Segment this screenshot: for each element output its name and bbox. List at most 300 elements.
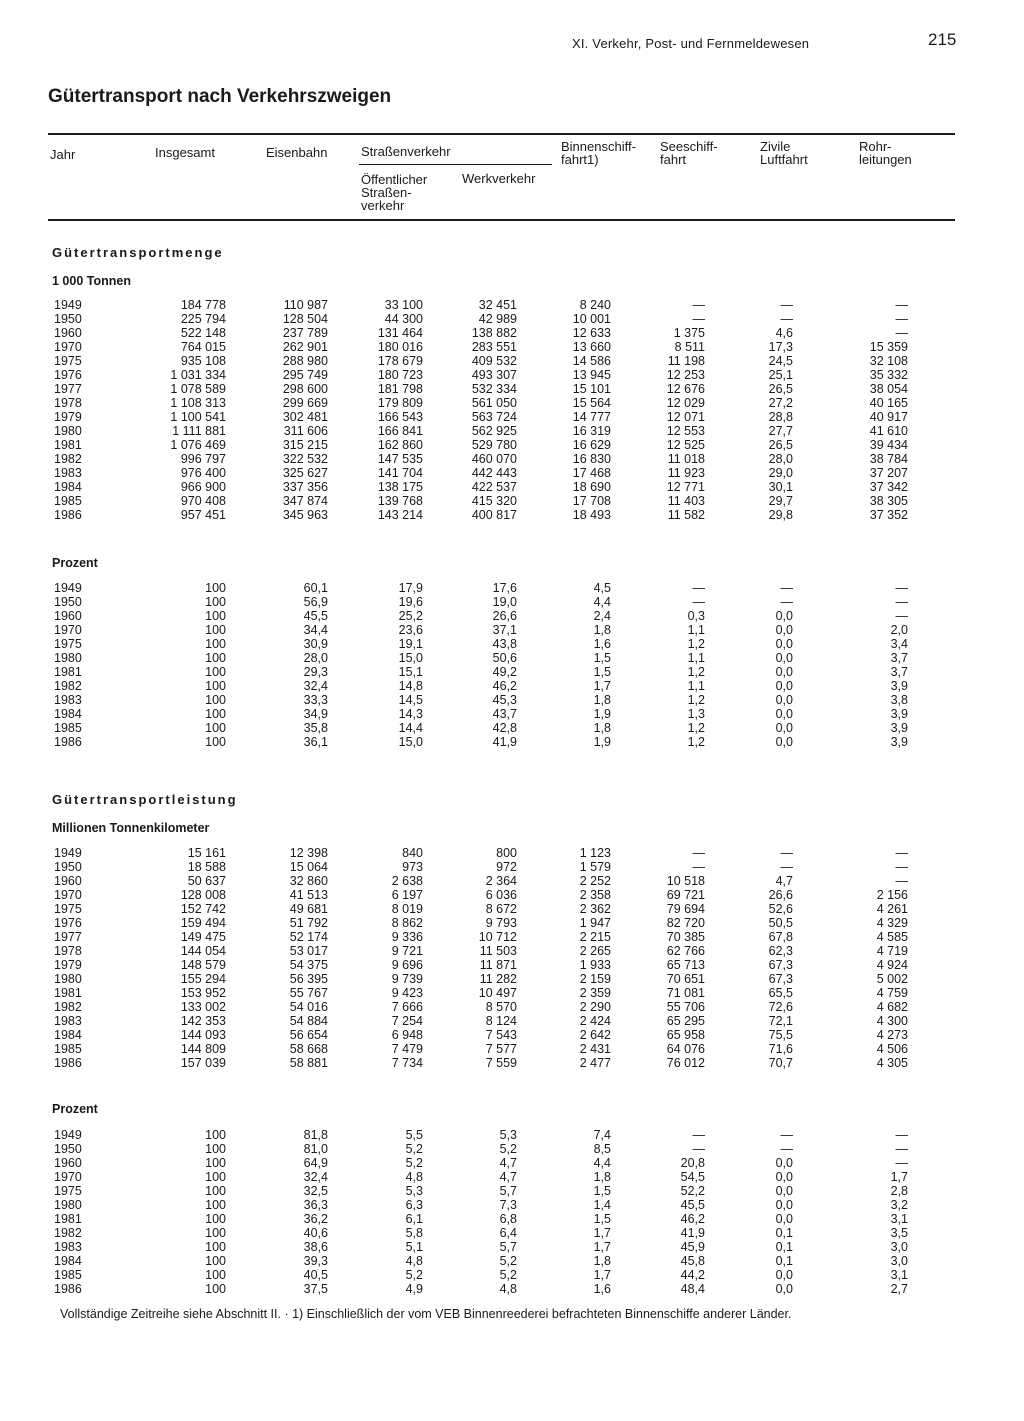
- value-cell: 58 668: [289, 1042, 328, 1056]
- value-cell: 71 081: [666, 986, 705, 1000]
- value-cell: 100: [205, 595, 226, 609]
- value-cell: 1,5: [593, 651, 611, 665]
- value-cell: 49 681: [289, 902, 328, 916]
- value-cell: 45,5: [303, 609, 328, 623]
- value-cell: 1,7: [593, 1240, 611, 1254]
- value-cell: 3,1: [890, 1212, 908, 1226]
- value-cell: —: [692, 860, 705, 874]
- value-cell: 1,4: [593, 1198, 611, 1212]
- year-cell: 1975: [54, 354, 82, 368]
- value-cell: 100: [205, 637, 226, 651]
- value-cell: 2 431: [579, 1042, 611, 1056]
- value-cell: 54 375: [289, 958, 328, 972]
- value-cell: 12 071: [666, 410, 705, 424]
- value-cell: 7 254: [391, 1014, 423, 1028]
- value-cell: 0,1: [775, 1240, 793, 1254]
- value-cell: 3,7: [890, 665, 908, 679]
- value-cell: 15 064: [289, 860, 328, 874]
- value-cell: 148 579: [180, 958, 226, 972]
- year-cell: 1986: [54, 1056, 82, 1070]
- value-cell: 100: [205, 1170, 226, 1184]
- value-cell: 100: [205, 651, 226, 665]
- table-row: [48, 368, 908, 382]
- value-cell: 347 874: [282, 494, 328, 508]
- value-cell: 0,0: [775, 651, 793, 665]
- value-cell: 415 320: [471, 494, 517, 508]
- value-cell: 72,1: [768, 1014, 793, 1028]
- value-cell: 16 629: [572, 438, 611, 452]
- value-cell: 337 356: [282, 480, 328, 494]
- table-row: [48, 1226, 908, 1240]
- value-cell: 81,8: [303, 1128, 328, 1142]
- value-cell: —: [692, 298, 705, 312]
- value-cell: 9 423: [391, 986, 423, 1000]
- value-cell: 0,0: [775, 1170, 793, 1184]
- table-row: [48, 1212, 908, 1226]
- value-cell: 50 637: [187, 874, 226, 888]
- value-cell: 0,0: [775, 1212, 793, 1226]
- value-cell: 45,9: [680, 1240, 705, 1254]
- value-cell: —: [692, 581, 705, 595]
- year-cell: 1970: [54, 1170, 82, 1184]
- value-cell: 5,2: [405, 1142, 423, 1156]
- value-cell: 33,3: [303, 693, 328, 707]
- value-cell: 27,2: [768, 396, 793, 410]
- value-cell: —: [780, 312, 793, 326]
- year-cell: 1982: [54, 452, 82, 466]
- table-row: [48, 707, 908, 721]
- value-cell: 935 108: [180, 354, 226, 368]
- year-cell: 1980: [54, 1198, 82, 1212]
- value-cell: 18 588: [187, 860, 226, 874]
- table-row: [48, 1028, 908, 1042]
- value-cell: 41,9: [492, 735, 517, 749]
- table-row: [48, 508, 908, 522]
- value-cell: 1,6: [593, 1282, 611, 1296]
- table-row: [48, 424, 908, 438]
- value-cell: 966 900: [180, 480, 226, 494]
- value-cell: 6,3: [405, 1198, 423, 1212]
- value-cell: —: [780, 298, 793, 312]
- value-cell: 100: [205, 1226, 226, 1240]
- year-cell: 1984: [54, 707, 82, 721]
- table-row: [48, 930, 908, 944]
- value-cell: 8 570: [485, 1000, 517, 1014]
- value-cell: 54 016: [289, 1000, 328, 1014]
- value-cell: 100: [205, 693, 226, 707]
- year-cell: 1984: [54, 1028, 82, 1042]
- value-cell: —: [692, 1142, 705, 1156]
- year-cell: 1978: [54, 944, 82, 958]
- year-cell: 1960: [54, 1156, 82, 1170]
- value-cell: 184 778: [180, 298, 226, 312]
- value-cell: 36,1: [303, 735, 328, 749]
- value-cell: 7 479: [391, 1042, 423, 1056]
- table-row: [48, 916, 908, 930]
- value-cell: 1 031 334: [170, 368, 226, 382]
- value-cell: 54,5: [680, 1170, 705, 1184]
- year-cell: 1985: [54, 494, 82, 508]
- table-row: [48, 1014, 908, 1028]
- value-cell: 30,9: [303, 637, 328, 651]
- value-cell: 33 100: [384, 298, 423, 312]
- table-row: [48, 665, 908, 679]
- table-row: [48, 679, 908, 693]
- value-cell: —: [780, 860, 793, 874]
- value-cell: 55 706: [666, 1000, 705, 1014]
- value-cell: 288 980: [282, 354, 328, 368]
- value-cell: —: [895, 595, 908, 609]
- value-cell: 100: [205, 1128, 226, 1142]
- table-row: [48, 1198, 908, 1212]
- value-cell: 58 881: [289, 1056, 328, 1070]
- value-cell: 141 704: [377, 466, 423, 480]
- value-cell: 180 016: [377, 340, 423, 354]
- value-cell: 7 666: [391, 1000, 423, 1014]
- value-cell: 8 240: [579, 298, 611, 312]
- value-cell: 32,4: [303, 1170, 328, 1184]
- value-cell: 100: [205, 679, 226, 693]
- value-cell: 1 111 881: [172, 424, 226, 438]
- value-cell: 70,7: [768, 1056, 793, 1070]
- value-cell: 0,0: [775, 1282, 793, 1296]
- value-cell: 15 359: [869, 340, 908, 354]
- value-cell: 28,8: [768, 410, 793, 424]
- value-cell: 4 506: [876, 1042, 908, 1056]
- value-cell: 56 395: [289, 972, 328, 986]
- table-row: [48, 1240, 908, 1254]
- value-cell: 561 050: [471, 396, 517, 410]
- value-cell: 29,3: [303, 665, 328, 679]
- year-cell: 1975: [54, 637, 82, 651]
- value-cell: 38 054: [869, 382, 908, 396]
- value-cell: 34,9: [303, 707, 328, 721]
- value-cell: 1,2: [687, 721, 705, 735]
- value-cell: 11 871: [479, 958, 517, 972]
- value-cell: 71,6: [768, 1042, 793, 1056]
- value-cell: 1 123: [579, 846, 611, 860]
- value-cell: 957 451: [180, 508, 226, 522]
- value-cell: 62,3: [768, 944, 793, 958]
- table-row: [48, 494, 908, 508]
- value-cell: 100: [205, 1212, 226, 1226]
- year-cell: 1985: [54, 1268, 82, 1282]
- value-cell: 16 830: [572, 452, 611, 466]
- value-cell: 4,7: [499, 1156, 517, 1170]
- value-cell: 16 319: [572, 424, 611, 438]
- value-cell: 8 511: [674, 340, 705, 354]
- table-row: [48, 637, 908, 651]
- value-cell: 4,7: [775, 874, 793, 888]
- value-cell: 7 734: [391, 1056, 423, 1070]
- value-cell: 12 029: [666, 396, 705, 410]
- value-cell: 12 253: [666, 368, 705, 382]
- table-row: [48, 354, 908, 368]
- value-cell: 2 252: [579, 874, 611, 888]
- table-row: [48, 874, 908, 888]
- value-cell: 1,2: [687, 693, 705, 707]
- value-cell: 64 076: [666, 1042, 705, 1056]
- value-cell: 5,2: [499, 1268, 517, 1282]
- value-cell: 2 159: [579, 972, 611, 986]
- value-cell: 5,7: [499, 1184, 517, 1198]
- value-cell: —: [895, 1128, 908, 1142]
- value-cell: 12 525: [666, 438, 705, 452]
- value-cell: 7 543: [485, 1028, 517, 1042]
- value-cell: —: [780, 846, 793, 860]
- value-cell: 131 464: [377, 326, 423, 340]
- value-cell: 15,0: [398, 735, 423, 749]
- value-cell: 144 809: [180, 1042, 226, 1056]
- value-cell: 36,2: [303, 1212, 328, 1226]
- value-cell: 12 771: [666, 480, 705, 494]
- year-cell: 1949: [54, 298, 82, 312]
- value-cell: 1,5: [593, 665, 611, 679]
- value-cell: 43,8: [492, 637, 517, 651]
- value-cell: 14,4: [398, 721, 423, 735]
- value-cell: 1 076 469: [170, 438, 226, 452]
- value-cell: 42 989: [478, 312, 517, 326]
- table-row: [48, 466, 908, 480]
- year-cell: 1950: [54, 860, 82, 874]
- value-cell: 32 860: [289, 874, 328, 888]
- value-cell: 152 742: [180, 902, 226, 916]
- table-row: [48, 693, 908, 707]
- table-row: [48, 972, 908, 986]
- value-cell: 138 175: [377, 480, 423, 494]
- value-cell: 23,6: [398, 623, 423, 637]
- value-cell: 8 019: [391, 902, 423, 916]
- value-cell: 14,5: [398, 693, 423, 707]
- value-cell: 19,1: [398, 637, 423, 651]
- value-cell: 75,5: [768, 1028, 793, 1042]
- year-cell: 1970: [54, 623, 82, 637]
- table-row: [48, 609, 908, 623]
- table-menge-prozent: [48, 581, 908, 749]
- value-cell: 179 809: [377, 396, 423, 410]
- value-cell: 400 817: [471, 508, 517, 522]
- value-cell: 262 901: [282, 340, 328, 354]
- year-cell: 1986: [54, 735, 82, 749]
- value-cell: 39,3: [303, 1254, 328, 1268]
- year-cell: 1984: [54, 1254, 82, 1268]
- value-cell: 1 579: [579, 860, 611, 874]
- value-cell: 13 945: [572, 368, 611, 382]
- value-cell: 4,9: [405, 1282, 423, 1296]
- value-cell: 52,6: [768, 902, 793, 916]
- value-cell: 60,1: [303, 581, 328, 595]
- value-cell: 996 797: [180, 452, 226, 466]
- value-cell: 2,0: [890, 623, 908, 637]
- table-row: [48, 986, 908, 1000]
- value-cell: 4 305: [876, 1056, 908, 1070]
- value-cell: 100: [205, 1282, 226, 1296]
- year-cell: 1949: [54, 1128, 82, 1142]
- value-cell: 0,0: [775, 623, 793, 637]
- table-row: [48, 410, 908, 424]
- value-cell: 299 669: [282, 396, 328, 410]
- year-cell: 1970: [54, 340, 82, 354]
- value-cell: 970 408: [180, 494, 226, 508]
- year-cell: 1949: [54, 846, 82, 860]
- table-row: [48, 944, 908, 958]
- value-cell: 7 559: [485, 1056, 517, 1070]
- value-cell: 5,1: [405, 1240, 423, 1254]
- value-cell: 40,6: [303, 1226, 328, 1240]
- value-cell: 3,9: [890, 707, 908, 721]
- value-cell: 0,0: [775, 693, 793, 707]
- value-cell: 51 792: [289, 916, 328, 930]
- value-cell: 1 933: [579, 958, 611, 972]
- value-cell: 37,1: [492, 623, 517, 637]
- value-cell: 29,8: [768, 508, 793, 522]
- value-cell: 0,0: [775, 1184, 793, 1198]
- table-row: [48, 1170, 908, 1184]
- value-cell: 522 148: [180, 326, 226, 340]
- value-cell: —: [895, 846, 908, 860]
- value-cell: 19,0: [492, 595, 517, 609]
- value-cell: 46,2: [680, 1212, 705, 1226]
- value-cell: 0,0: [775, 1156, 793, 1170]
- chapter-header: XI. Verkehr, Post- und Fernmeldewesen: [572, 36, 810, 51]
- value-cell: 4,7: [499, 1170, 517, 1184]
- value-cell: 142 353: [180, 1014, 226, 1028]
- value-cell: 0,0: [775, 1268, 793, 1282]
- year-cell: 1986: [54, 508, 82, 522]
- year-cell: 1960: [54, 326, 82, 340]
- value-cell: 26,5: [768, 382, 793, 396]
- value-cell: 37 352: [869, 508, 908, 522]
- strassenverkehr-sub-rule: [359, 164, 552, 165]
- year-cell: 1980: [54, 972, 82, 986]
- value-cell: 56 654: [289, 1028, 328, 1042]
- value-cell: 4 924: [876, 958, 908, 972]
- value-cell: 4,8: [405, 1254, 423, 1268]
- value-cell: 139 768: [377, 494, 423, 508]
- value-cell: 1 108 313: [170, 396, 226, 410]
- value-cell: 840: [402, 846, 423, 860]
- table-row: [48, 860, 908, 874]
- value-cell: 1,9: [593, 735, 611, 749]
- value-cell: 100: [205, 665, 226, 679]
- value-cell: 4,8: [499, 1282, 517, 1296]
- table-row: [48, 1268, 908, 1282]
- value-cell: —: [780, 1142, 793, 1156]
- value-cell: 38 305: [869, 494, 908, 508]
- value-cell: 11 282: [479, 972, 517, 986]
- value-cell: 2 215: [579, 930, 611, 944]
- unit-label-prozent-menge: Prozent: [52, 556, 98, 570]
- unit-label-tonnen: 1 000 Tonnen: [52, 274, 131, 288]
- value-cell: 15 161: [187, 846, 226, 860]
- value-cell: 65 958: [666, 1028, 705, 1042]
- value-cell: 41 513: [289, 888, 328, 902]
- value-cell: 11 198: [667, 354, 705, 368]
- value-cell: 3,9: [890, 721, 908, 735]
- value-cell: 178 679: [377, 354, 423, 368]
- value-cell: 6 197: [391, 888, 423, 902]
- table-row: [48, 1128, 908, 1142]
- value-cell: 17 708: [572, 494, 611, 508]
- value-cell: 159 494: [180, 916, 226, 930]
- value-cell: 25,1: [768, 368, 793, 382]
- table-row: [48, 312, 908, 326]
- value-cell: 11 403: [667, 494, 705, 508]
- year-cell: 1978: [54, 396, 82, 410]
- value-cell: 38 784: [869, 452, 908, 466]
- value-cell: 7,4: [593, 1128, 611, 1142]
- value-cell: 2 424: [579, 1014, 611, 1028]
- value-cell: 4 682: [876, 1000, 908, 1014]
- value-cell: 48,4: [680, 1282, 705, 1296]
- year-cell: 1975: [54, 902, 82, 916]
- value-cell: 100: [205, 1254, 226, 1268]
- value-cell: 5 002: [876, 972, 908, 986]
- value-cell: —: [895, 312, 908, 326]
- table-row: [48, 340, 908, 354]
- value-cell: 12 553: [666, 424, 705, 438]
- value-cell: 442 443: [471, 466, 517, 480]
- table-row: [48, 721, 908, 735]
- value-cell: 70 651: [666, 972, 705, 986]
- value-cell: 5,8: [405, 1226, 423, 1240]
- value-cell: 4 719: [876, 944, 908, 958]
- value-cell: 4,4: [593, 1156, 611, 1170]
- value-cell: 37,5: [303, 1282, 328, 1296]
- value-cell: 181 798: [377, 382, 423, 396]
- value-cell: 35,8: [303, 721, 328, 735]
- value-cell: 62 766: [666, 944, 705, 958]
- value-cell: 3,2: [890, 1198, 908, 1212]
- value-cell: 9 793: [485, 916, 517, 930]
- value-cell: 225 794: [180, 312, 226, 326]
- table-header-bottom-rule: [48, 219, 955, 221]
- value-cell: 25,2: [398, 609, 423, 623]
- year-cell: 1981: [54, 986, 82, 1000]
- value-cell: 3,0: [890, 1240, 908, 1254]
- value-cell: 1,2: [687, 665, 705, 679]
- table-row: [48, 1042, 908, 1056]
- value-cell: 302 481: [282, 410, 328, 424]
- value-cell: 1,7: [593, 679, 611, 693]
- table-row: [48, 1282, 908, 1296]
- value-cell: 2 477: [579, 1056, 611, 1070]
- value-cell: 2 638: [391, 874, 423, 888]
- year-cell: 1981: [54, 438, 82, 452]
- col-header-jahr: Jahr: [50, 147, 76, 162]
- value-cell: 32,4: [303, 679, 328, 693]
- value-cell: 49,2: [492, 665, 517, 679]
- value-cell: 3,0: [890, 1254, 908, 1268]
- value-cell: 9 721: [391, 944, 423, 958]
- value-cell: 100: [205, 735, 226, 749]
- value-cell: 100: [205, 1268, 226, 1282]
- year-cell: 1981: [54, 665, 82, 679]
- value-cell: 133 002: [180, 1000, 226, 1014]
- value-cell: 764 015: [180, 340, 226, 354]
- col-header-insgesamt: Insgesamt: [155, 145, 215, 160]
- value-cell: 153 952: [180, 986, 226, 1000]
- value-cell: 5,3: [499, 1128, 517, 1142]
- value-cell: 1,2: [687, 735, 705, 749]
- value-cell: 237 789: [282, 326, 328, 340]
- value-cell: 54 884: [289, 1014, 328, 1028]
- value-cell: 1,7: [593, 1268, 611, 1282]
- value-cell: 38,6: [303, 1240, 328, 1254]
- value-cell: 6,4: [499, 1226, 517, 1240]
- table-row: [48, 623, 908, 637]
- value-cell: 32 108: [869, 354, 908, 368]
